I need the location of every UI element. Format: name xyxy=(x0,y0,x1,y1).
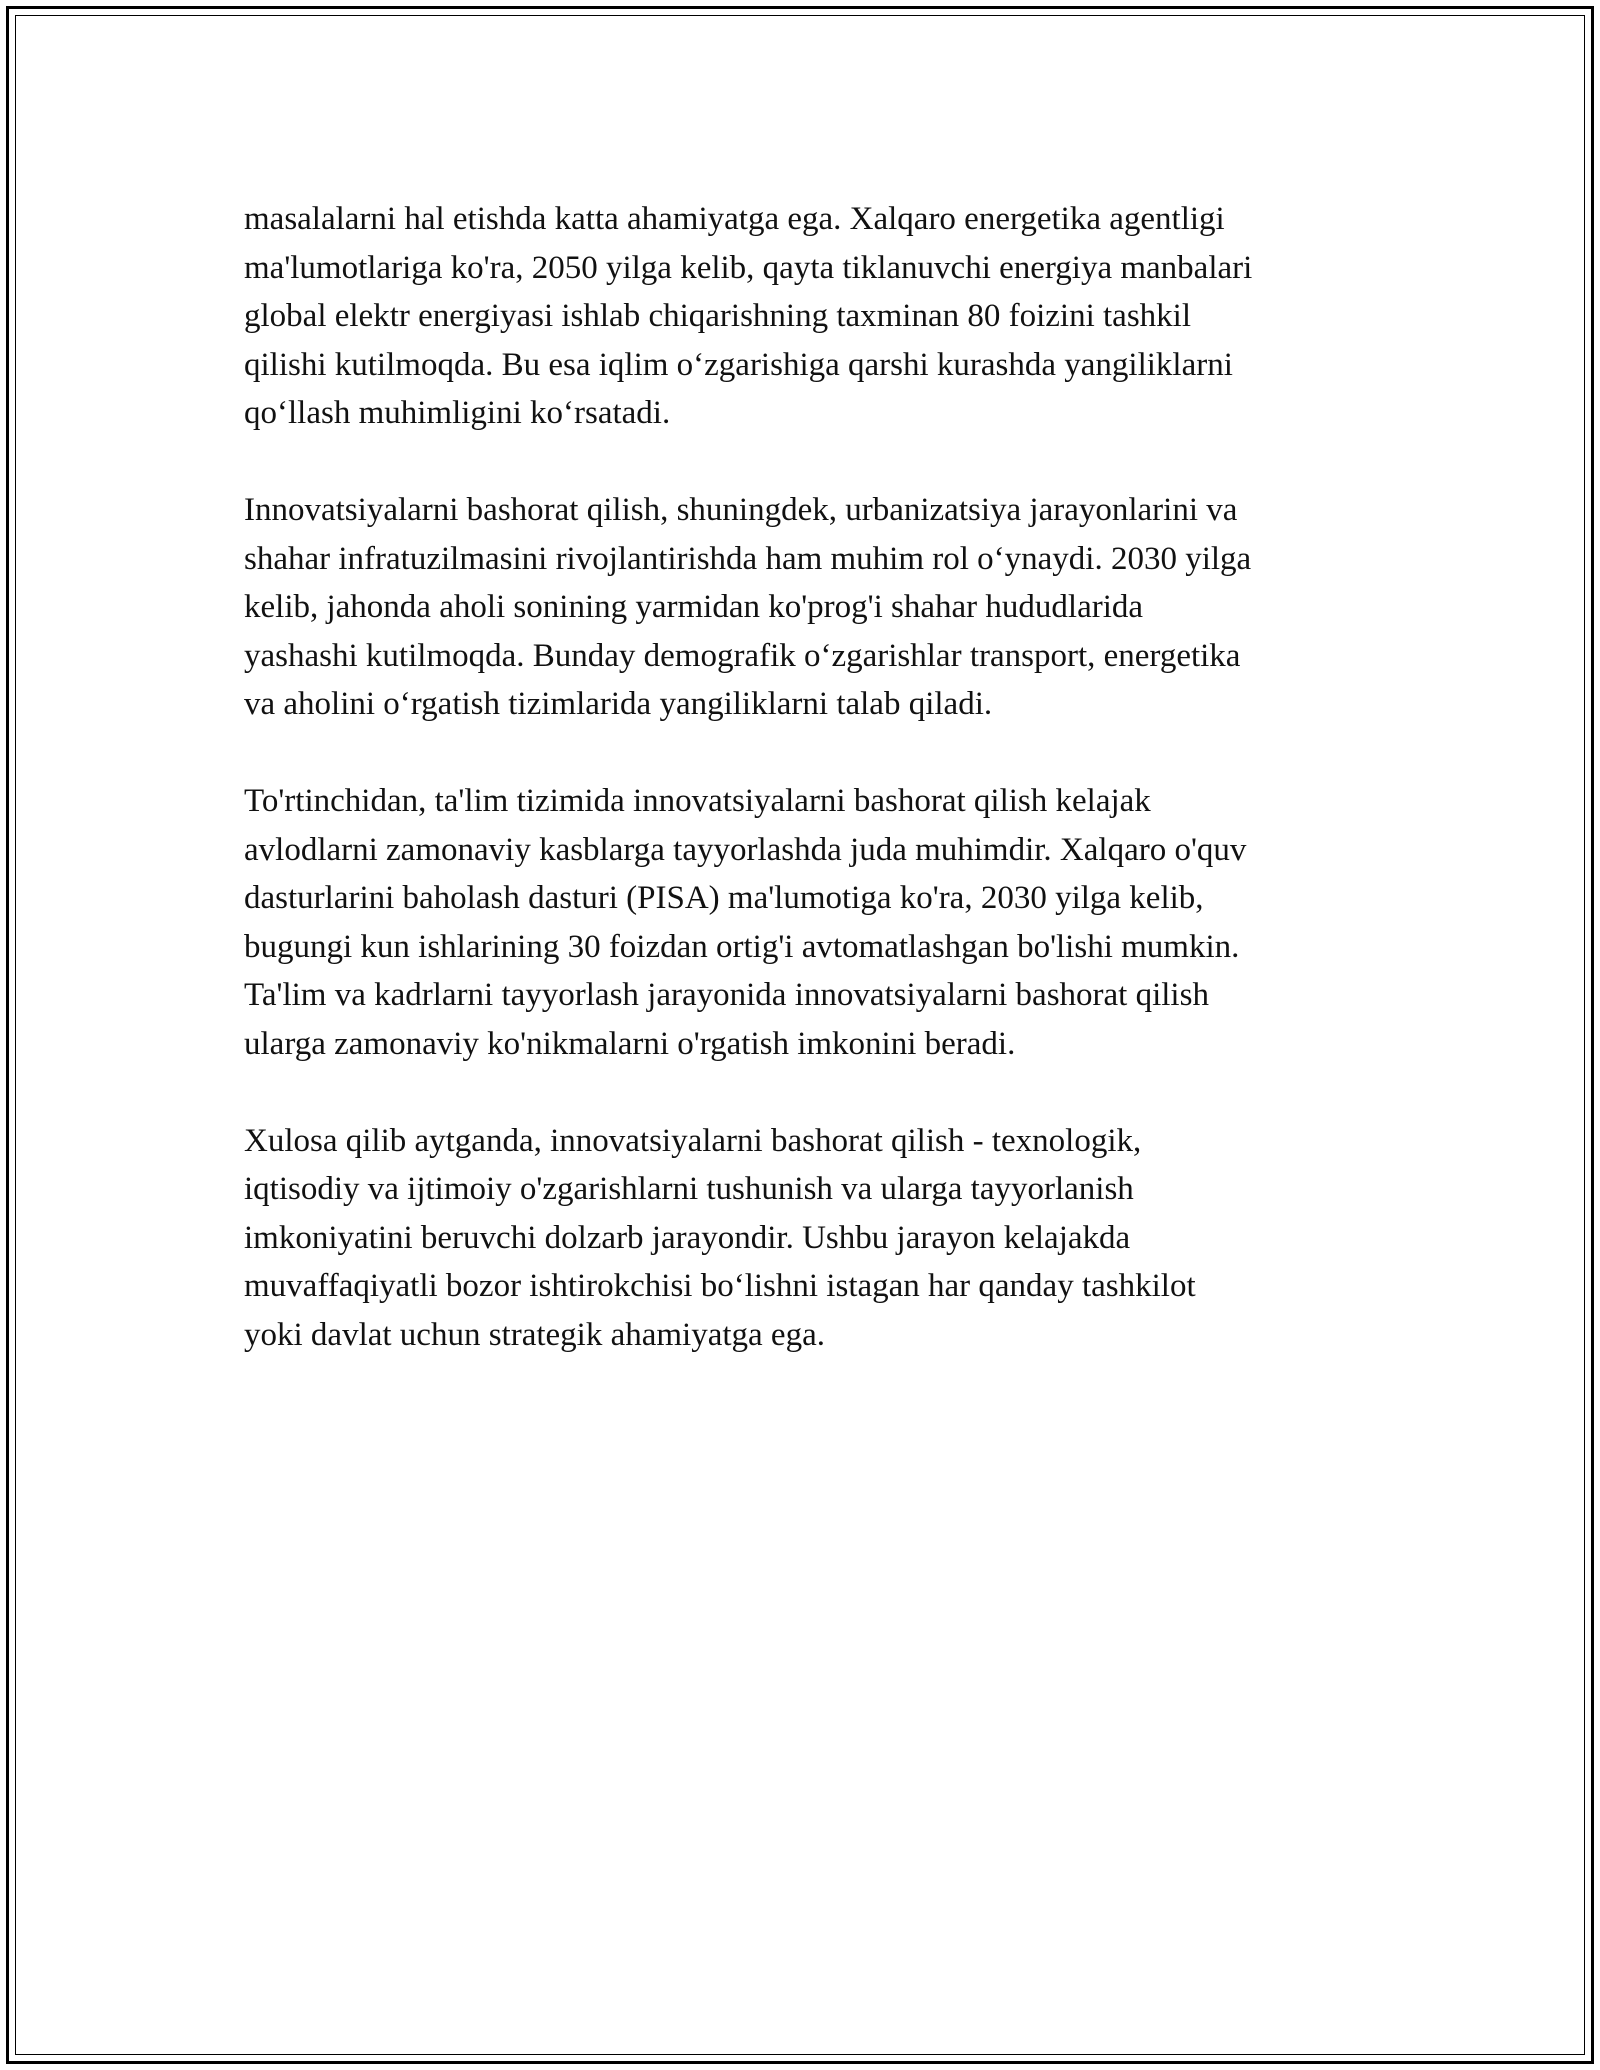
paragraph-4 xyxy=(244,1117,1384,1360)
text-line: ma'lumotlariga ko'ra, 2050 yilga kelib, qayta tiklanuvchi energiya manbalari xyxy=(244,249,1253,286)
text-line: shahar infratuzilmasini rivojlantirishda ham muhim rol o‘ynaydi. 2030 yilga xyxy=(244,540,1252,577)
text-line: kelib, jahonda aholi sonining yarmidan ko'prog'i shahar hududlarida xyxy=(244,589,1144,625)
paragraph-2 xyxy=(244,486,1384,729)
text-line: ularga zamonaviy ko'nikmalarni o'rgatish imkonini beradi. xyxy=(244,1025,1016,1062)
text-line: qilishi kutilmoqda. Bu esa iqlim o‘zgarishiga qarshi kurashda yangiliklarni xyxy=(244,346,1233,383)
text-line: imkoniyatini beruvchi dolzarb jarayondir. Ushbu jarayon kelajakda xyxy=(244,1219,1131,1256)
text-line: iqtisodiy va ijtimoiy o'zgarishlarni tushunish va ularga tayyorlanish xyxy=(244,1171,1134,1207)
page-content xyxy=(244,195,1384,1408)
text-line: Ta'lim va kadrlarni tayyorlash jarayonida innovatsiyalarni bashorat qilish xyxy=(244,977,1209,1013)
text-line: muvaffaqiyatli bozor ishtirokchisi bo‘lishni istagan har qanday tashkilot xyxy=(244,1268,1196,1304)
text-line: bugungi kun ishlarining 30 foizdan ortig'i avtomatlashgan bo'lishi mumkin. xyxy=(244,928,1240,965)
text-line: yoki davlat uchun strategik ahamiyatga ega. xyxy=(244,1316,825,1353)
text-line: To'rtinchidan, ta'lim tizimida innovatsiyalarni bashorat qilish kelajak xyxy=(244,783,1151,819)
text-line: avlodlarni zamonaviy kasblarga tayyorlashda juda muhimdir. Xalqaro o'quv xyxy=(244,831,1247,868)
page-frame xyxy=(6,6,1594,2064)
text-line: qo‘llash muhimligini ko‘rsatadi. xyxy=(244,395,671,431)
text-line: global elektr energiyasi ishlab chiqarishning taxminan 80 foizini tashkil xyxy=(244,298,1192,334)
text-line: va aholini o‘rgatish tizimlarida yangiliklarni talab qiladi. xyxy=(244,686,993,722)
text-line: yashashi kutilmoqda. Bunday demografik o‘zgarishlar transport, energetika xyxy=(244,637,1241,674)
paragraph-1 xyxy=(244,195,1384,438)
paragraph-3 xyxy=(244,777,1384,1068)
text-line: masalalarni hal etishda katta ahamiyatga ega. Xalqaro energetika agentligi xyxy=(244,201,1225,237)
text-line: dasturlarini baholash dasturi (PISA) ma'lumotiga ko'ra, 2030 yilga kelib, xyxy=(244,880,1204,916)
text-line: Innovatsiyalarni bashorat qilish, shuningdek, urbanizatsiya jarayonlarini va xyxy=(244,492,1238,528)
text-line: Xulosa qilib aytganda, innovatsiyalarni bashorat qilish - texnologik, xyxy=(244,1122,1142,1159)
